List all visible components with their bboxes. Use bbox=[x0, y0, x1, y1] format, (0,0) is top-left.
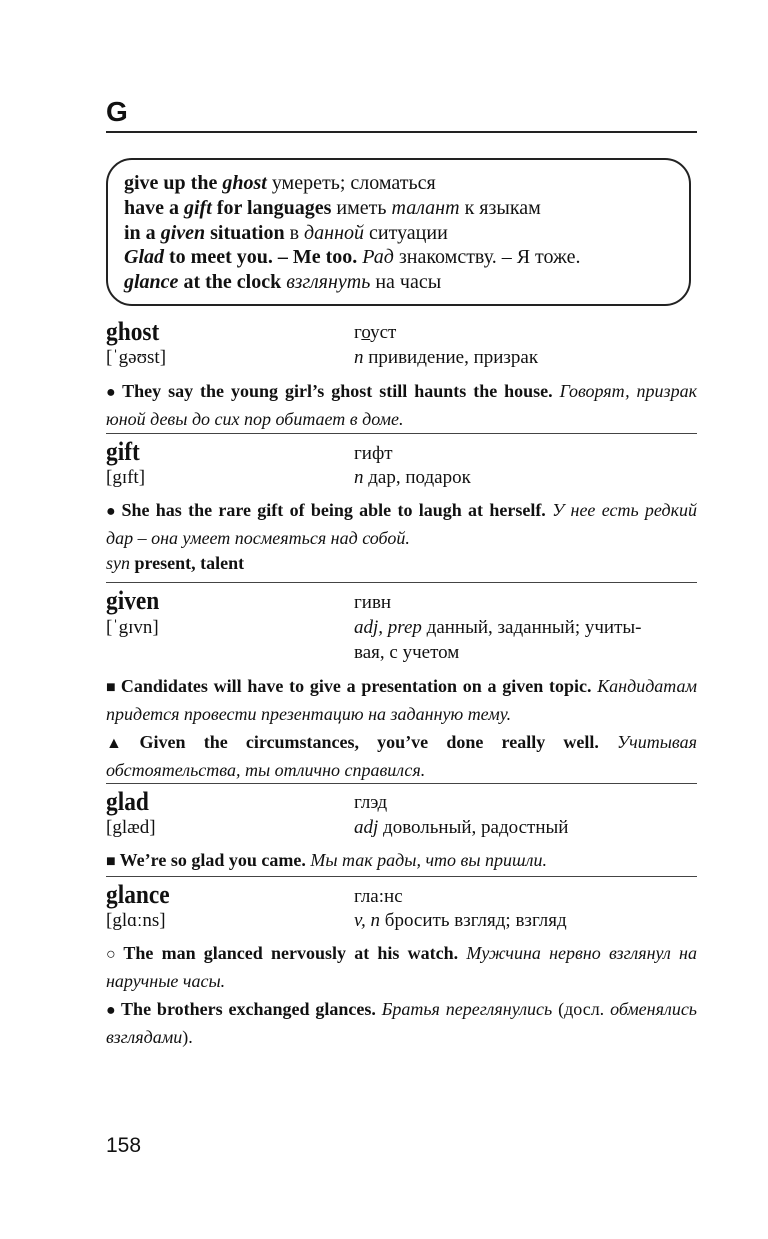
transcription-glance: [glɑːns] bbox=[106, 910, 166, 931]
entry-divider bbox=[106, 783, 697, 784]
pronunciation-given: гивн bbox=[354, 592, 392, 613]
example-given-1: ■ Candidates will have to give a presentation on a given topic. Кандидатам придется провести презентацию на заданную тему. bbox=[106, 676, 698, 724]
entry-divider bbox=[106, 582, 697, 583]
entry-divider bbox=[106, 876, 697, 877]
translation-given-cont: вая, с учетом bbox=[354, 642, 460, 663]
section-letter: G bbox=[106, 96, 128, 127]
translation-glance: v, n бросить взгляд; взгляд bbox=[354, 910, 567, 931]
example-given-2: ▲ Given the circumstances, you’ve done really well. Учитывая обстоятельства, ты отлично справился. bbox=[106, 732, 697, 780]
transcription-glad: [glæd] bbox=[106, 817, 156, 838]
example-glance-1: ○ The man glanced nervously at his watch. Мужчина нервно взглянул на наручные часы. bbox=[106, 943, 697, 991]
pronunciation-ghost: гоуст bbox=[354, 322, 397, 343]
transcription-gift: [gɪft] bbox=[106, 467, 146, 488]
phrase-line: Glad to meet you. – Me too. Рад знакомству. – Я тоже. bbox=[124, 246, 581, 268]
header-rule bbox=[106, 131, 697, 133]
transcription-given: [ˈgɪvn] bbox=[106, 617, 159, 638]
translation-gift: n дар, подарок bbox=[354, 467, 471, 488]
synonyms-gift: syn present, talent bbox=[106, 553, 245, 573]
headword-gift: gift bbox=[106, 437, 140, 466]
example-glance-2: ● The brothers exchanged glances. Братья переглянулись (досл. обменялись взглядами). bbox=[106, 999, 697, 1047]
translation-glad: adj довольный, радостный bbox=[354, 817, 569, 838]
phrase-line: have a gift for languages иметь талант к языкам bbox=[124, 197, 541, 219]
pronunciation-glance: гла:нс bbox=[354, 886, 403, 907]
headword-glad: glad bbox=[106, 787, 149, 816]
phrase-line: in a given situation в данной ситуации bbox=[124, 222, 448, 244]
headword-glance: glance bbox=[106, 880, 170, 909]
translation-given: adj, prep данный, заданный; учиты- bbox=[354, 617, 642, 638]
headword-ghost: ghost bbox=[106, 317, 160, 346]
headword-given: given bbox=[106, 586, 160, 615]
phrase-line: glance at the clock взглянуть на часы bbox=[124, 271, 442, 293]
pronunciation-glad: глэд bbox=[354, 792, 388, 813]
example-gift: ● She has the rare gift of being able to laugh at herself. У нее есть редкий дар – она умеет посмеяться над собой. bbox=[106, 500, 697, 548]
transcription-ghost: [ˈgəʊst] bbox=[106, 347, 167, 368]
page-number: 158 bbox=[106, 1134, 142, 1157]
example-glad: ■ We’re so glad you came. Мы так рады, что вы пришли. bbox=[106, 850, 547, 870]
example-ghost: ● They say the young girl’s ghost still haunts the house. Говорят, призрак юной девы до сих пор обитает в доме. bbox=[106, 381, 698, 429]
translation-ghost: n привидение, призрак bbox=[354, 347, 539, 368]
phrase-line: give up the ghost умереть; сломаться bbox=[124, 172, 436, 194]
pronunciation-gift: гифт bbox=[354, 443, 393, 464]
entry-divider bbox=[106, 433, 697, 434]
